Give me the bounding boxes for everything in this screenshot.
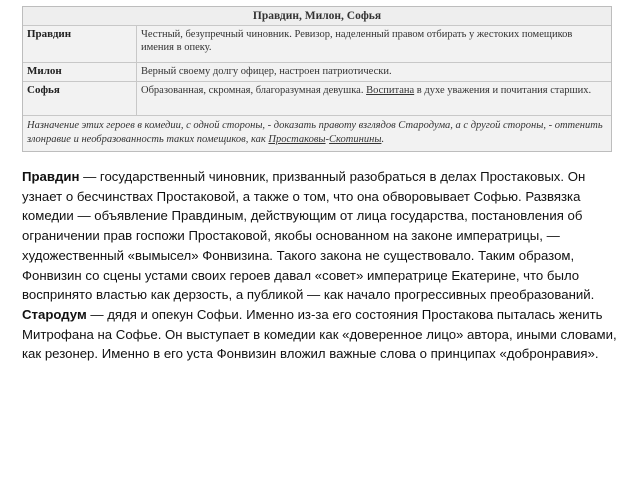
body-text	[22, 167, 622, 364]
paragraph-text: — государственный чиновник, призванный разобраться в делах Простаковых. Он узнает о бесчинствах Простаковой, а также о том, что она обворовывает Софью. Развязка комедии — объявление Правдиным, действующим от лица государства, постановления об ограничении прав госпожи Простаковой, якобы основанном на законе императрицы, — художественный «вымысел» Фонвизина. Такого закона не существовало. Таким образом, Фонвизин со сцены устами своих героев давал «совет» императрице Екатерине, что было воспринято властью как дерзость, а публикой — как начало прогрессивных преобразований.	[22, 169, 595, 303]
row-description: Верный своему долгу офицер, настроен патриотически.	[141, 66, 392, 77]
note-part: .	[381, 134, 385, 145]
row-description	[137, 82, 611, 115]
table-title: Правдин, Милон, Софья	[23, 7, 611, 26]
paragraph-text: — дядя и опекун Софьи. Именно из-за его состояния Простакова пыталась женить Митрофана на Софье. Он выступает в комедии как «доверенное лицо» автора, иными словами, как резонер. Именно в его уста Фонвизин вложил важные слова о принципах «добронравия».	[22, 306, 617, 362]
row-name: Правдин	[23, 26, 137, 62]
description-part: Образованная, скромная, благоразумная девушка.	[141, 85, 367, 96]
table-row	[23, 26, 611, 63]
description-link[interactable]: Воспитана	[366, 85, 415, 96]
paragraph-heading: Правдин	[22, 169, 80, 184]
table-row	[23, 63, 611, 82]
description-part: в духе уважения и почитания старших.	[414, 85, 592, 96]
paragraph-starodum	[22, 305, 622, 364]
note-link-prostakovy[interactable]: Простаковы	[268, 134, 326, 145]
row-description: Честный, безупречный чиновник. Ревизор, наделенный правом отбирать у жестоких помещиков имения в опеку.	[141, 29, 573, 53]
row-name: Софья	[23, 82, 137, 115]
paragraph-heading: Стародум	[22, 306, 87, 322]
row-name: Милон	[23, 63, 137, 81]
note-part: Назначение этих героев в комедии, с одной стороны, - доказать правоту взглядов Стародума, а с другой стороны, - оттенить злонравие и необразованность таких помещиков, как	[27, 120, 603, 145]
note-part: -	[325, 134, 330, 145]
table-row	[23, 82, 611, 116]
table-note	[23, 116, 611, 150]
note-link-skotininy[interactable]: Скотинины	[329, 134, 382, 145]
characters-table	[22, 6, 612, 152]
paragraph-pravdin	[22, 167, 622, 305]
